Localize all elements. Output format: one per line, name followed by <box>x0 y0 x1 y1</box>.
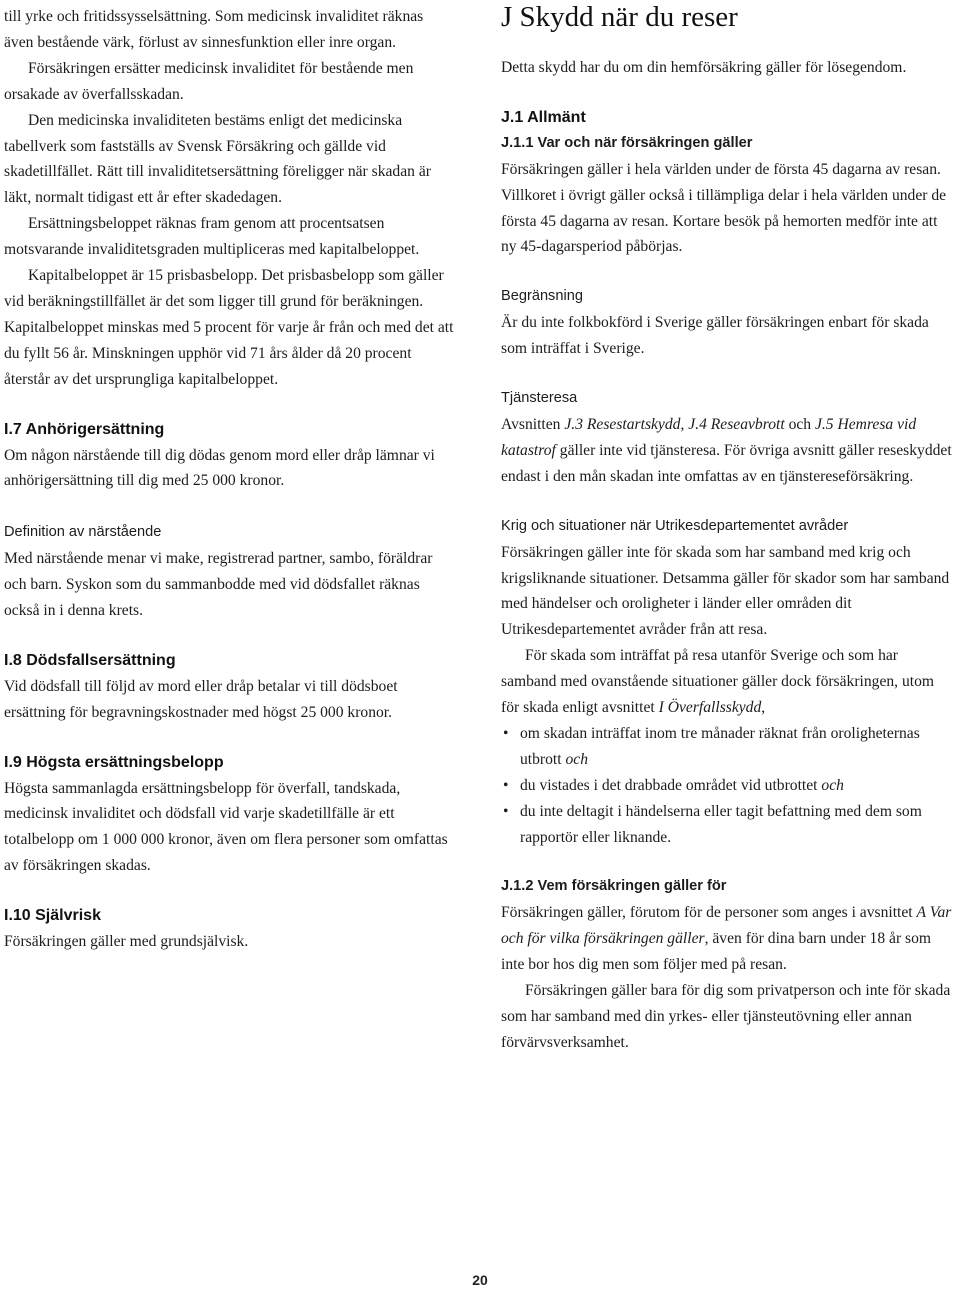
paragraph: Är du inte folkbokförd i Sverige gäller försäkringen enbart för skada som inträffat i Sverige. <box>501 314 929 358</box>
section-heading-i8: I.8 Dödsfallsersättning <box>4 651 176 669</box>
paragraph: Ersättningsbeloppet räknas fram genom att procentsatsen motsvarande invaliditetsgraden multipliceras med kapitalbeloppet. <box>4 215 420 259</box>
paragraph: Försäkringen gäller bara för dig som privatperson och inte för skada som har samband med din yrkes- eller tjänsteutövning eller annan förvärvsverksamhet. <box>501 982 951 1051</box>
paragraph: Kapitalbeloppet är 15 prisbasbelopp. Det prisbasbelopp som gäller vid beräkningstillfället är det som ligger till grund för beräkningen. Kapitalbeloppet minskas med 5 procent för varje år från och med det att du fyllt 56 år. Minskningen upphör vid 71 års ålder då 20 procent återstår av det ursprungliga kapitalbeloppet. <box>4 267 454 388</box>
page-number: 20 <box>472 1272 488 1288</box>
list-item: • om skadan inträffat inom tre månader räknat från oroligheternas utbrott och <box>501 721 956 773</box>
paragraph: Med närstående menar vi make, registrerad partner, sambo, föräldrar och barn. Syskon som du sammanbodde med vid dödsfallet räknas också in i denna krets. <box>4 550 433 620</box>
paragraph: Den medicinska invaliditeten bestäms enligt det medicinska tabellverk som fastställs av Svensk Försäkring och gällde vid skadetillfället. Rätt till invaliditetsersättning föreligger när skadan är läkt, normalt tidigast ett år efter skadedagen. <box>4 111 431 207</box>
paragraph: Avsnitten J.3 Resestartskydd, J.4 Reseavbrott och J.5 Hemresa vid katastrof gäller inte vid tjänsteresa. För övriga avsnitt gäller reseskyddet endast i den mån skadan inte omfattas av en tjänstereseförsäkring. <box>501 415 952 485</box>
paragraph: Om någon närstående till dig dödas genom mord eller dråp lämnar vi anhörigersättning till dig med 25 000 kronor. <box>4 446 435 490</box>
bullet-list <box>501 721 956 851</box>
reference: I Överfallsskydd <box>658 699 762 717</box>
section-heading-i7: I.7 Anhörigersättning <box>4 420 165 438</box>
paragraph: Försäkringen gäller med grundsjälvisk. <box>4 933 249 951</box>
subsection-heading-j11: J.1.1 Var och när försäkringen gäller <box>501 134 753 151</box>
paragraph: Försäkringen ersätter medicinsk invaliditet för bestående men orsakade av överfallsskadan. <box>4 59 414 103</box>
paragraph: till yrke och fritidssysselsättning. Som medicinsk invaliditet räknas även bestående värk, förlust av sinnesfunktion eller inre organ. <box>4 8 424 51</box>
paragraph: Högsta sammanlagda ersättningsbelopp för överfall, tandskada, medicinsk invaliditet och dödsfall vid varje skadetillfälle är ett totalbelopp om 1 000 000 kronor, även om flera personer som omfattas av försäkringen skadas. <box>4 779 448 875</box>
list-item: • du vistades i det drabbade området vid utbrottet och <box>501 773 956 799</box>
section-heading-i10: I.10 Självrisk <box>4 907 101 925</box>
left-column <box>4 4 456 955</box>
reference: J.3 Resestartskydd <box>564 415 681 433</box>
subsection-heading-j12: J.1.2 Vem försäkringen gäller för <box>501 878 727 895</box>
paragraph: Försäkringen gäller inte för skada som har samband med krig och krigsliknande situationer. Detsamma gäller för skador som har samband med händelser och oroligheter i länder eller områden dit Utrikesdepartementet avråder från att resa. <box>501 543 950 639</box>
section-heading-j1: J.1 Allmänt <box>501 108 586 126</box>
subheading-begransning: Begränsning <box>501 288 583 305</box>
reference: J.5 Hemresa vid katastrof <box>501 415 917 459</box>
right-column <box>501 0 956 1056</box>
paragraph: Vid dödsfall till följd av mord eller dråp betalar vi till dödsboet ersättning för begravningskostnader med högst 25 000 kronor. <box>4 677 398 721</box>
paragraph: Försäkringen gäller i hela världen under de första 45 dagarna av resan. Villkoret i övrigt gäller också i tillämpliga delar i hela världen under de första 45 dagarna av resan. Kortare besök på hemorten medför inte att ny 45-dagarsperiod påbörjas. <box>501 160 947 256</box>
reference: A Var och för vilka försäkringen gäller <box>501 904 952 948</box>
paragraph: För skada som inträffat på resa utanför Sverige och som har samband med ovanstående situationer gäller dock försäkringen, utom för skada enligt avsnittet I Överfallsskydd, <box>501 647 935 717</box>
subheading-tjansteresa: Tjänsteresa <box>501 390 578 407</box>
reference: J.4 Reseavbrott <box>688 415 785 433</box>
paragraph: Försäkringen gäller, förutom för de personer som anges i avsnittet A Var och för vilka försäkringen gäller, även för dina barn under 18 år som inte bor hos dig men som följer med på resan. <box>501 904 952 974</box>
list-item: • du inte deltagit i händelserna eller tagit befattning med dem som rapportör eller liknande. <box>501 799 956 851</box>
section-heading-i9: I.9 Högsta ersättningsbelopp <box>4 753 224 771</box>
chapter-title: J Skydd när du reser <box>501 1 738 33</box>
subheading-krig: Krig och situationer när Utrikesdepartementet avråder <box>501 517 849 534</box>
paragraph: Detta skydd har du om din hemförsäkring gäller för lösegendom. <box>501 59 907 76</box>
subheading-definition: Definition av närstående <box>4 524 162 541</box>
